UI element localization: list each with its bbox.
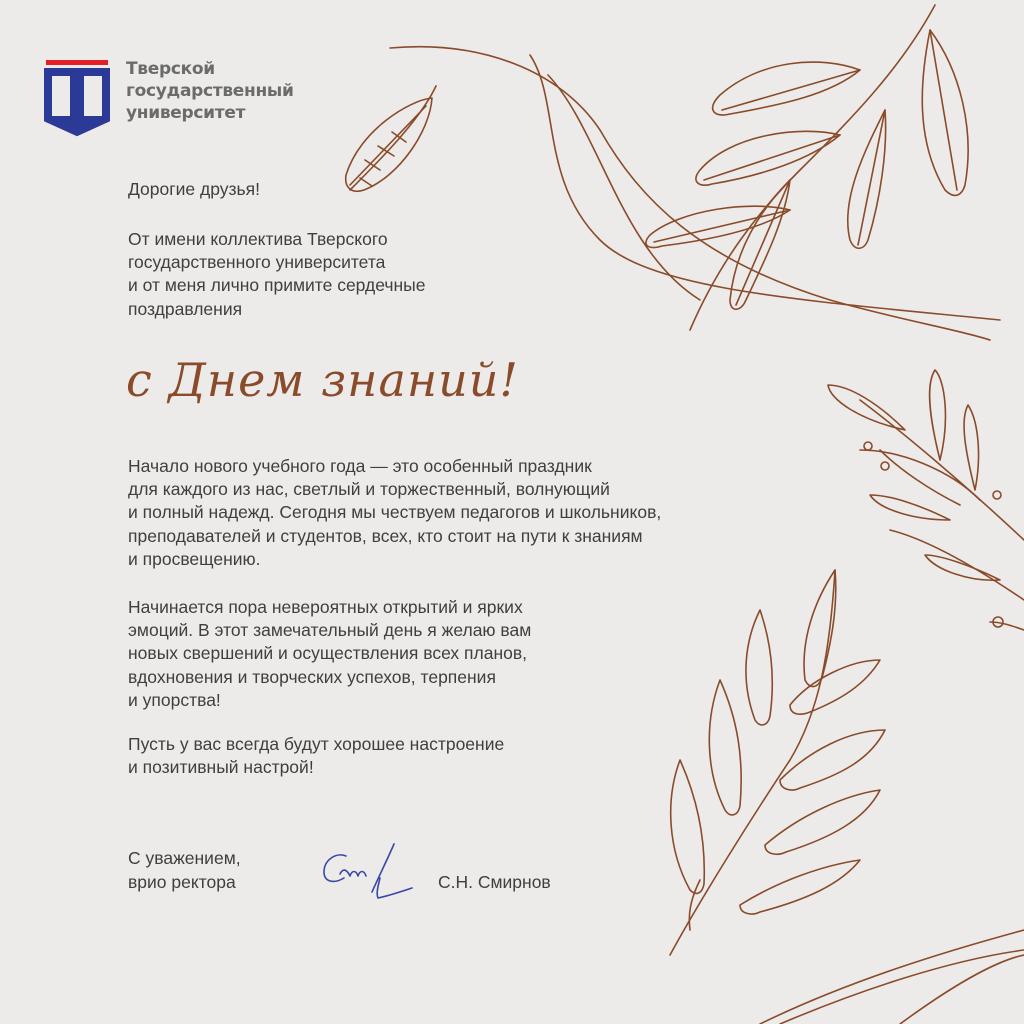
signatory-name: С.Н. Смирнов: [438, 872, 551, 892]
greeting: [128, 178, 260, 201]
signature-icon: [318, 838, 418, 908]
university-logo[interactable]: [44, 58, 344, 148]
text-line: государственного университета: [128, 252, 386, 273]
university-name-line: Тверской: [126, 59, 215, 79]
regards: [128, 846, 241, 894]
text-line: и позитивный настрой!: [128, 757, 314, 778]
paragraph-3: [128, 733, 504, 779]
text-line: и просвещению.: [128, 548, 261, 569]
text-line: поздравления: [128, 298, 243, 319]
regards-line: врио ректора: [128, 872, 236, 892]
headline: с Днем знаний!: [126, 353, 519, 407]
paragraph-1: [128, 455, 661, 571]
text-line: для каждого из нас, светлый и торжественный, волнующий: [128, 479, 610, 500]
university-name: [126, 58, 294, 124]
paragraph-2: [128, 596, 531, 712]
text-line: Пусть у вас всегда будут хорошее настроение: [128, 734, 505, 754]
text-line: вдохновения и творческих успехов, терпения: [128, 666, 496, 687]
intro-paragraph: [128, 228, 425, 321]
university-name-line: государственный: [126, 81, 294, 101]
text-line: От имени коллектива Тверского: [128, 229, 388, 249]
university-name-line: университет: [126, 103, 246, 123]
text-line: Начало нового учебного года — это особенный праздник: [128, 456, 592, 476]
text-line: преподавателей и студентов, всех, кто стоит на пути к знаниям: [128, 525, 643, 546]
greeting-line: Дорогие друзья!: [128, 179, 260, 199]
university-emblem-icon: [44, 58, 110, 144]
text-line: и полный надежд. Сегодня мы чествуем педагогов и школьников,: [128, 502, 662, 523]
text-line: Начинается пора невероятных открытий и ярких: [128, 597, 523, 617]
text-line: новых свершений и осуществления всех планов,: [128, 643, 528, 664]
regards-line: С уважением,: [128, 848, 241, 868]
text-line: эмоций. В этот замечательный день я желаю вам: [128, 620, 532, 641]
text-line: и упорства!: [128, 689, 221, 710]
text-line: и от меня лично примите сердечные: [128, 275, 426, 296]
